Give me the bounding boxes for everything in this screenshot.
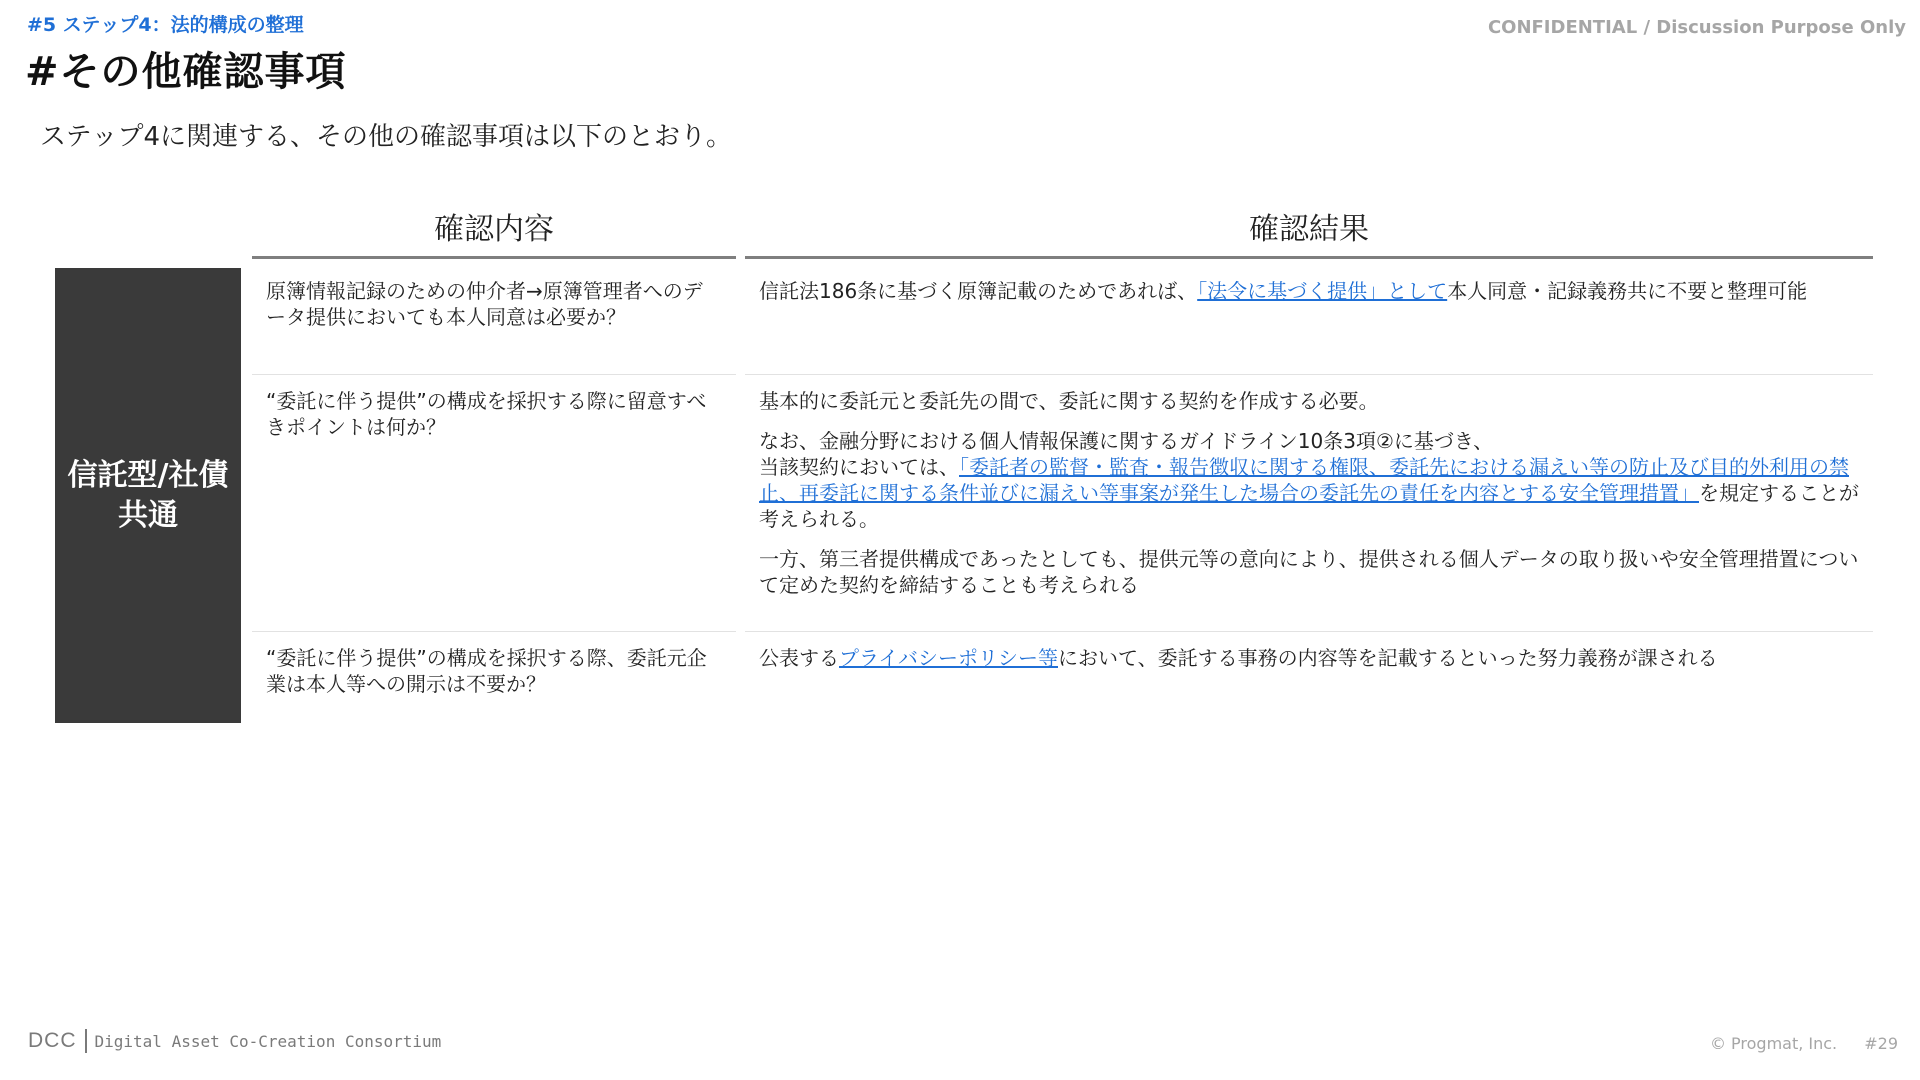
- dcc-logo-text: DCC: [28, 1029, 77, 1052]
- reference-link[interactable]: 「委託者の監督・監査・報告徴収に関する権限、委託先における漏えい等の防止及び目的外利用の禁止、再委託に関する条件並びに漏えい等事案が発生した場合の委託先の責任を内容とする安全管理措置」: [759, 455, 1849, 505]
- page-title: #その他確認事項: [25, 49, 347, 95]
- result-text: [745, 278, 1873, 304]
- question-text: “委託に伴う提供”の構成を採択する際に留意すべきポイントは何か？: [266, 389, 707, 439]
- table-row: [745, 388, 1873, 612]
- row-divider: [745, 631, 1873, 632]
- consortium-name: Digital Asset Co-Creation Consortium: [94, 1031, 442, 1051]
- row-divider: [745, 374, 1873, 375]
- row-divider: [252, 374, 736, 375]
- table-row: [252, 645, 736, 697]
- category-label: [55, 268, 241, 723]
- result-text-part: 信託法186条に基づく原簿記載のためであれば、: [759, 279, 1198, 303]
- table-row: [745, 645, 1873, 671]
- question-text: 原簿情報記録のための仲介者→原簿管理者へのデータ提供においても本人同意は必要か？: [266, 279, 703, 329]
- category-text: 信託型/社債共通: [67, 457, 229, 533]
- result-paragraph: [759, 428, 1859, 532]
- result-text-part: なお、金融分野における個人情報保護に関するガイドライン10条3項②に基づき、: [759, 429, 1494, 453]
- result-text: [745, 388, 1873, 598]
- page-number: #29: [1864, 1034, 1898, 1053]
- column-header-result: 確認結果: [745, 208, 1873, 259]
- result-text-part: 本人同意・記録義務共に不要と整理可能: [1447, 279, 1808, 303]
- reference-link[interactable]: 「法令に基づく提供」として: [1197, 279, 1448, 303]
- table-row: [252, 388, 736, 440]
- row-divider: [252, 631, 736, 632]
- table-row: [252, 278, 736, 330]
- copyright-text: © Progmat, Inc.: [1709, 1034, 1838, 1053]
- footer-info: [1688, 1034, 1898, 1053]
- page-subtitle: ステップ4に関連する、その他の確認事項は以下のとおり。: [40, 122, 733, 152]
- result-text-part: において、委託する事務の内容等を記載するといった努力義務が課される: [1058, 646, 1718, 670]
- result-paragraph: 基本的に委託元と委託先の間で、委託に関する契約を作成する必要。: [759, 389, 1379, 413]
- table-row: [745, 278, 1873, 304]
- confidential-label: CONFIDENTIAL / Discussion Purpose Only: [1487, 17, 1906, 38]
- reference-link[interactable]: プライバシーポリシー等: [839, 646, 1058, 670]
- question-text: “委託に伴う提供”の構成を採択する際、委託元企業は本人等への開示は不要か？: [266, 646, 707, 696]
- result-text-part: 公表する: [759, 646, 839, 670]
- column-header-question: 確認内容: [252, 208, 736, 259]
- result-text-part: を規定することが考えられる。: [759, 481, 1859, 531]
- result-text-part: 当該契約においては、: [759, 455, 959, 479]
- result-text: [745, 645, 1873, 671]
- breadcrumb: #5 ステップ4：法的構成の整理: [27, 14, 304, 36]
- result-paragraph: 一方、第三者提供構成であったとしても、提供元等の意向により、提供される個人データの取り扱いや安全管理措置について定めた契約を締結することも考えられる: [759, 547, 1859, 597]
- footer-logo: [28, 1029, 441, 1053]
- logo-divider: [85, 1029, 87, 1053]
